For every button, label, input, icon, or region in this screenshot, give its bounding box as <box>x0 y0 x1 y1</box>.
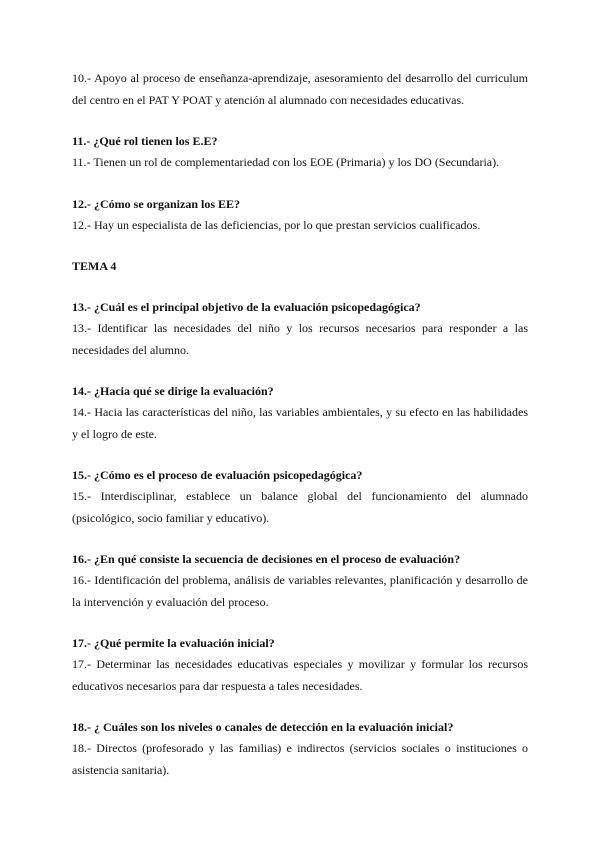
question-17: 17.- ¿Qué permite la evaluación inicial? <box>72 636 275 650</box>
answer-18: 18.- Directos (profesorado y las familias) e indirectos (servicios sociales o instituciones o asistencia sanitaria). <box>72 741 528 777</box>
answer-14: 14.- Hacia las características del niño, las variables ambientales, y su efecto en las habilidades y el logro de este. <box>72 405 528 441</box>
qa-block-12 <box>72 194 528 237</box>
question-11: 11.- ¿Qué rol tienen los E.E? <box>72 134 218 148</box>
question-16: 16.- ¿En qué consiste la secuencia de decisiones en el proceso de evaluación? <box>72 552 461 566</box>
qa-block-14 <box>72 381 528 445</box>
qa-block-18 <box>72 717 528 781</box>
answer-16: 16.- Identificación del problema, análisis de variables relevantes, planificación y desarrollo de la intervención y evaluación del proceso. <box>72 573 528 609</box>
answer-block-10 <box>72 68 528 111</box>
answer-15: 15.- Interdisciplinar, establece un balance global del funcionamiento del alumnado (psicológico, socio familiar y educativo). <box>72 489 528 525</box>
question-12: 12.- ¿Cómo se organizan los EE? <box>72 196 240 211</box>
question-15: 15.- ¿Cómo es el proceso de evaluación psicopedagógica? <box>72 468 363 482</box>
answer-11: 11.- Tienen un rol de complementariedad con los EOE (Primaria) y los DO (Secundaria). <box>72 155 500 169</box>
question-18: 18.- ¿ Cuáles son los niveles o canales de detección en la evaluación inicial? <box>72 720 454 734</box>
qa-block-16 <box>72 549 528 613</box>
qa-block-17 <box>72 633 528 697</box>
document-page <box>72 68 528 781</box>
question-13: 13.- ¿Cuál es el principal objetivo de la evaluación psicopedagógica? <box>72 300 421 314</box>
question-14: 14.- ¿Hacia qué se dirige la evaluación? <box>72 384 274 398</box>
answer-17: 17.- Determinar las necesidades educativas especiales y movilizar y formular los recursos educativos necesarios para dar respuesta a tales necesidades. <box>72 657 528 693</box>
qa-block-13 <box>72 297 528 361</box>
qa-block-11 <box>72 131 528 174</box>
answer-10: 10.- Apoyo al proceso de enseñanza-aprendizaje, asesoramiento del desarrollo del curriculum del centro en el PAT Y POAT y atención al alumnado con necesidades educativas. <box>72 71 528 107</box>
answer-13: 13.- Identificar las necesidades del niño y los recursos necesarios para responder a las necesidades del alumno. <box>72 321 528 357</box>
section-heading: TEMA 4 <box>72 259 117 273</box>
answer-12: 12.- Hay un especialista de las deficiencias, por lo que prestan servicios cualificados. <box>72 217 481 232</box>
qa-block-15 <box>72 465 528 529</box>
section-heading-block <box>72 256 528 277</box>
